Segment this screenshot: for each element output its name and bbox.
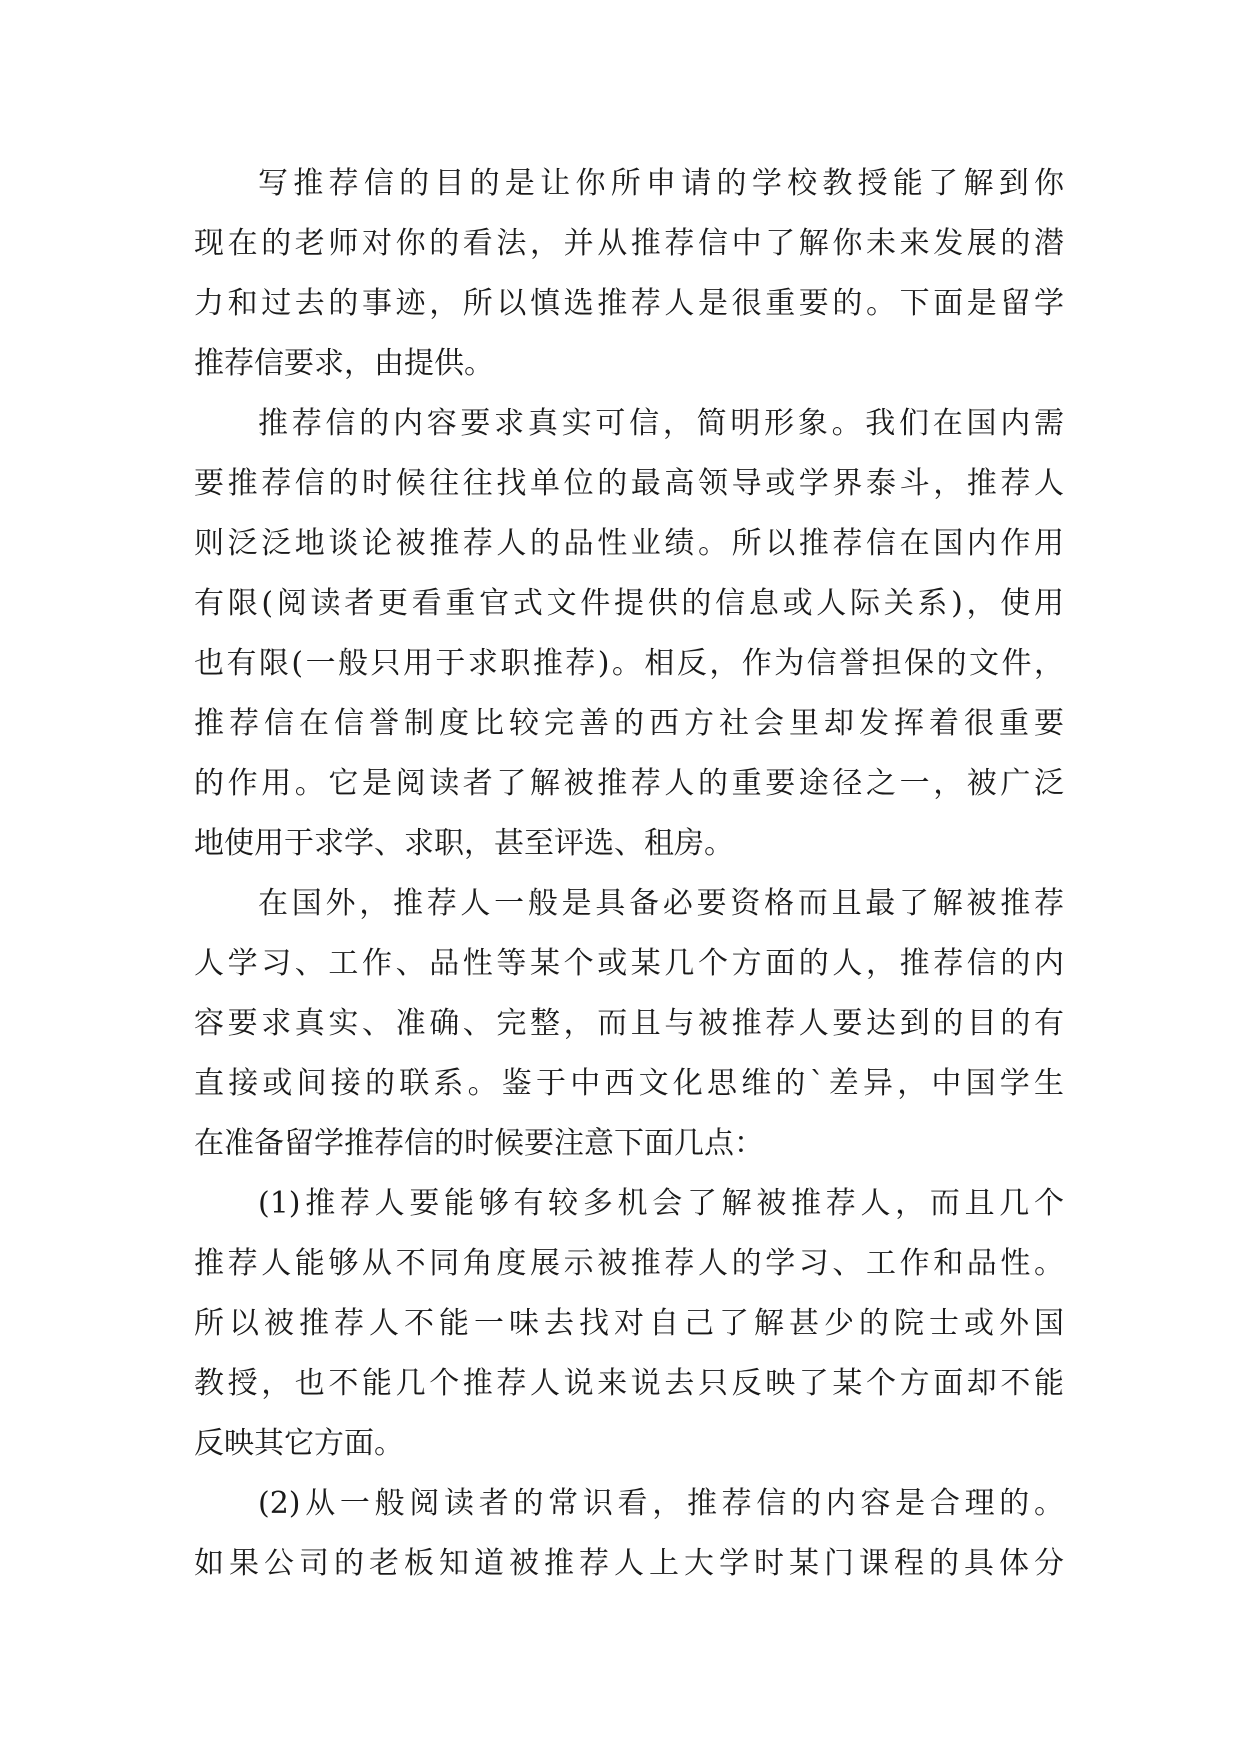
text-line: 要推荐信的时候往往找单位的最高领导或学界泰斗，推荐人 bbox=[194, 466, 1064, 501]
text-line: 写推荐信的目的是让你所申请的学校教授能了解到你 bbox=[258, 166, 1064, 201]
text-line: 推荐信在信誉制度比较完善的西方社会里却发挥着很重要 bbox=[194, 706, 1064, 741]
text-line: 教授，也不能几个推荐人说来说去只反映了某个方面却不能 bbox=[194, 1366, 1064, 1401]
text-line: 力和过去的事迹，所以慎选推荐人是很重要的。下面是留学 bbox=[194, 286, 1064, 321]
text-line: 所以被推荐人不能一味去找对自己了解甚少的院士或外国 bbox=[194, 1306, 1064, 1341]
text-line: 地使用于求学、求职，甚至评选、租房。 bbox=[194, 826, 734, 861]
text-line: 在国外，推荐人一般是具备必要资格而且最了解被推荐 bbox=[258, 886, 1064, 921]
text-line: 则泛泛地谈论被推荐人的品性业绩。所以推荐信在国内作用 bbox=[194, 526, 1064, 561]
text-line: 有限(阅读者更看重官式文件提供的信息或人际关系)，使用 bbox=[194, 586, 1064, 621]
text-line: 在准备留学推荐信的时候要注意下面几点： bbox=[194, 1126, 764, 1161]
text-line: (1)推荐人要能够有较多机会了解被推荐人，而且几个 bbox=[258, 1186, 1064, 1221]
text-line: 如果公司的老板知道被推荐人上大学时某门课程的具体分 bbox=[194, 1546, 1064, 1581]
text-line: 也有限(一般只用于求职推荐)。相反，作为信誉担保的文件， bbox=[194, 646, 1064, 681]
text-line: 推荐人能够从不同角度展示被推荐人的学习、工作和品性。 bbox=[194, 1246, 1064, 1281]
text-line: 推荐信要求，由提供。 bbox=[194, 346, 494, 381]
text-line: 容要求真实、准确、完整，而且与被推荐人要达到的目的有 bbox=[194, 1006, 1064, 1041]
text-line: 现在的老师对你的看法，并从推荐信中了解你未来发展的潜 bbox=[194, 226, 1064, 261]
text-line: 人学习、工作、品性等某个或某几个方面的人，推荐信的内 bbox=[194, 946, 1064, 981]
text-line: 推荐信的内容要求真实可信，简明形象。我们在国内需 bbox=[258, 406, 1064, 441]
text-line: 的作用。它是阅读者了解被推荐人的重要途径之一，被广泛 bbox=[194, 766, 1064, 801]
text-line: 直接或间接的联系。鉴于中西文化思维的`差异，中国学生 bbox=[194, 1066, 1064, 1101]
text-line: (2)从一般阅读者的常识看，推荐信的内容是合理的。 bbox=[258, 1486, 1064, 1521]
text-line: 反映其它方面。 bbox=[194, 1426, 404, 1461]
